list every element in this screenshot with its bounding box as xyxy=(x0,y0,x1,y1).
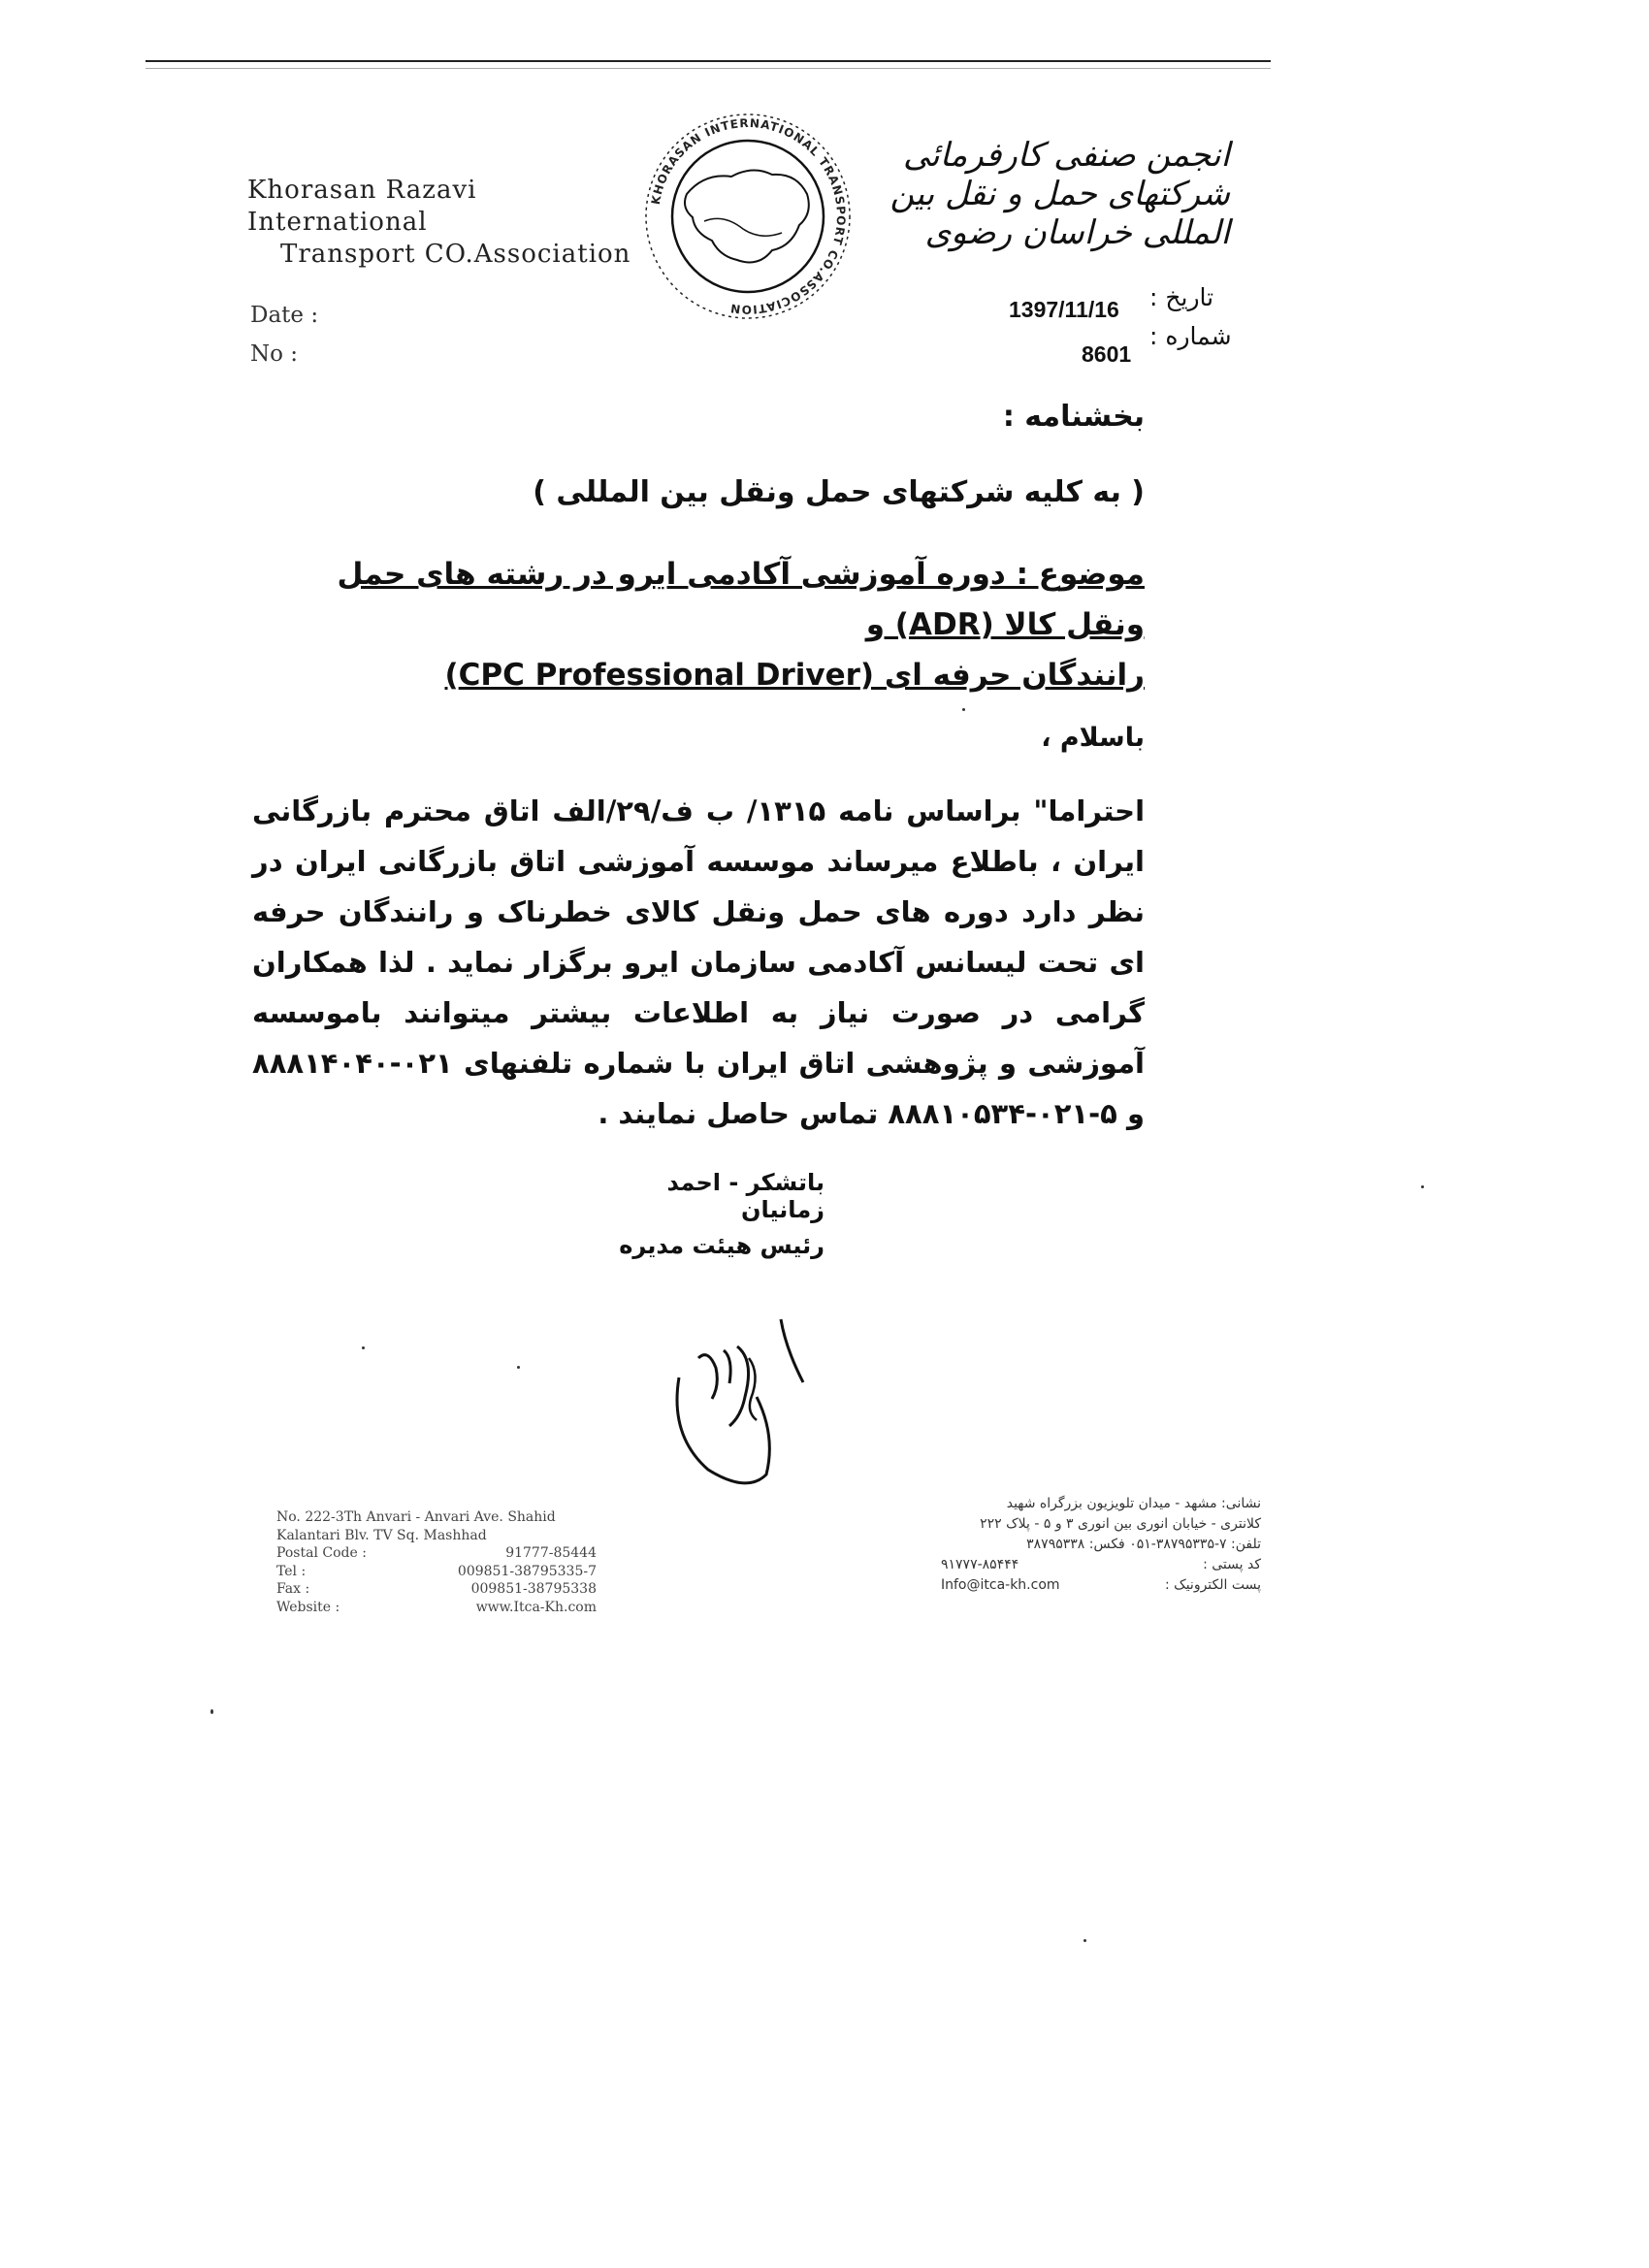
svg-text:KHORASAN INTERNATIONAL TRANSPO xyxy=(649,116,848,316)
association-name-en-line2: Transport CO.Association xyxy=(280,240,631,269)
number-label-en: No : xyxy=(250,341,299,367)
subject-line-2: رانندگان حرفه ای (CPC Professional Driver) xyxy=(444,658,1145,693)
footer-address-en xyxy=(276,1508,597,1616)
footer-fa-email xyxy=(941,1575,1261,1596)
footer-en-tel xyxy=(276,1563,597,1581)
footer-en-postal-label: Postal Code : xyxy=(276,1545,367,1561)
scan-speck xyxy=(1083,1939,1086,1942)
number-value: 8601 xyxy=(1082,341,1132,367)
scan-speck xyxy=(962,708,965,711)
footer-fa-postal-label: کد پستی : xyxy=(1203,1557,1261,1572)
scan-speck xyxy=(1421,1185,1424,1188)
scan-speck xyxy=(362,1346,365,1349)
recipients-line: ( به کلیه شرکتهای حمل ونقل بین المللی ) xyxy=(533,475,1145,509)
signatory-position: رئیس هیئت مدیره xyxy=(619,1232,824,1259)
footer-fa-address-line2: کلانتری - خیابان انوری بین انوری ۳ و ۵ - پلاک ۲۲۲ xyxy=(980,1516,1261,1532)
association-name-en-line1: Khorasan Razavi International xyxy=(247,176,477,237)
date-label-fa: تاریخ : xyxy=(1149,283,1214,311)
footer-en-postal-value: 91777-85444 xyxy=(505,1545,597,1561)
date-value: 1397/11/16 xyxy=(1009,297,1119,322)
footer-fa-address-line1: نشانی: مشهد - میدان تلویزیون بزرگراه شهید xyxy=(1006,1496,1261,1511)
date-label-en: Date : xyxy=(250,303,319,328)
top-rule xyxy=(146,60,1271,62)
footer-fa-email-label: پست الکترونیک : xyxy=(1165,1577,1261,1593)
letter-body: احتراما" براساس نامه ۱۳۱۵/ ب ف/۲۹/الف اتاق محترم بازرگانی ایران ، باطلاع میرساند موسسه آموزشی اتاق بازرگانی ایران در نظر دارد دوره های حمل ونقل کالای خطرناک و رانندگان حرفه ای تحت لیسانس آکادمی سازمان ایرو برگزار نماید . لذا همکاران گرامی در صورت نیاز به اطلاعات بیشتر میتوانند باموسسه آموزشی و پژوهشی اتاق ایران با شماره تلفنهای ۰۲۱-۸۸۸۱۴۰۴۰ و ۵-۰۲۱-۸۸۸۱۰۵۳۴ تماس حاصل نمایند . xyxy=(252,794,1146,1130)
footer-en-website xyxy=(276,1599,597,1617)
association-name-fa: انجمن صنفی کارفرمائی شرکتهای حمل و نقل بین المللی خراسان رضوی xyxy=(889,136,1230,252)
circular-heading: بخشنامه : xyxy=(1002,400,1145,434)
footer-en-website-value: www.Itca-Kh.com xyxy=(475,1599,597,1615)
subject-block xyxy=(252,549,1145,700)
scan-speck xyxy=(210,1709,213,1714)
seal-text: KHORASAN INTERNATIONAL TRANSPORT CO.ASSOCIATION xyxy=(648,115,849,317)
footer-en-fax-value: 009851-38795338 xyxy=(470,1581,597,1597)
footer-fa-email-value: Info@itca-kh.com xyxy=(941,1577,1060,1593)
closing-signatory: باتشکر - احمد زمانیان xyxy=(666,1169,824,1223)
scan-speck xyxy=(517,1366,520,1369)
footer-en-website-label: Website : xyxy=(276,1599,340,1615)
number-label-fa: شماره : xyxy=(1149,322,1232,350)
footer-en-address-line2: Kalantari Blv. TV Sq. Mashhad xyxy=(276,1527,487,1543)
association-name-en xyxy=(247,175,655,271)
top-rule-shadow xyxy=(146,68,1271,69)
footer-en-tel-value: 009851-38795335-7 xyxy=(457,1563,597,1579)
association-seal-logo xyxy=(636,105,859,328)
footer-en-tel-label: Tel : xyxy=(276,1563,307,1579)
footer-en-postal xyxy=(276,1544,597,1563)
footer-fa-postal xyxy=(941,1555,1261,1575)
footer-en-address-line1: No. 222-3Th Anvari - Anvari Ave. Shahid xyxy=(276,1509,556,1525)
handwritten-signature xyxy=(640,1290,834,1504)
footer-en-fax-label: Fax : xyxy=(276,1581,310,1597)
footer-address-fa xyxy=(941,1494,1261,1596)
salutation: باسلام ، xyxy=(1041,723,1145,753)
subject-line-1: موضوع : دوره آموزشی آکادمی ایرو در رشته های حمل ونقل کالا (ADR) و xyxy=(337,557,1145,642)
footer-fa-postal-value: ۹۱۷۷۷-۸۵۴۴۴ xyxy=(941,1557,1019,1572)
footer-fa-phone: تلفن: ۷-۳۸۷۹۵۳۳۵-۰۵۱ فکس: ۳۸۷۹۵۳۳۸ xyxy=(1026,1537,1261,1552)
footer-en-fax xyxy=(276,1580,597,1599)
